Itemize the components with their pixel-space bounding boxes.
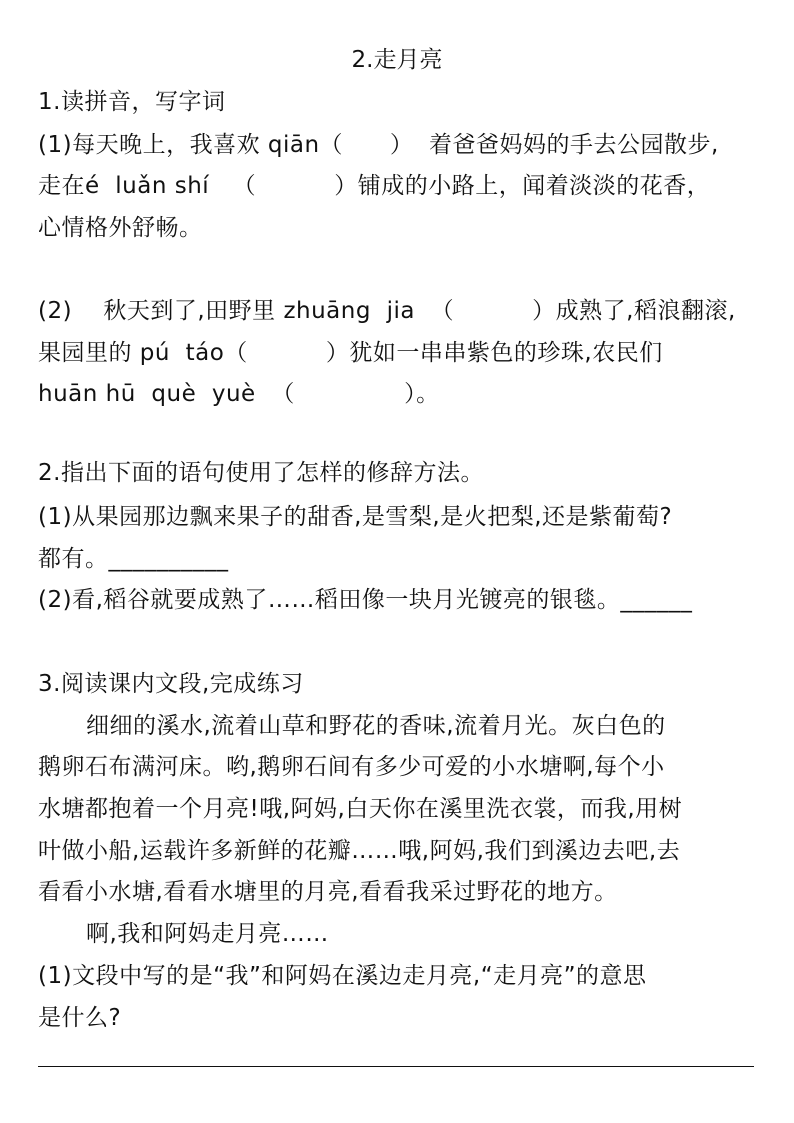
question-1-1-line-2: 走在é luǎn shí （ ）铺成的小路上，闻着淡淡的花香，	[38, 173, 711, 199]
question-1-2-line-2: 果园里的 pú táo（ ）犹如一串串紫色的珍珠,农民们	[38, 340, 663, 366]
question-2-line-3: (2)看,稻谷就要成熟了……稻田像一块月光镀亮的银毯。______	[38, 587, 693, 613]
passage-line: 鹅卵石布满河床。哟,鹅卵石间有多少可爱的小水塘啊,每个小	[38, 754, 665, 780]
question-1-2-line-3: huān hū què yuè （ ）。	[38, 381, 440, 407]
passage-line: 啊,我和阿妈走月亮……	[86, 921, 329, 947]
question-1-heading: 1.读拼音，写字词	[38, 89, 226, 115]
passage-line: 叶做小船,运载许多新鲜的花瓣……哦,阿妈,我们到溪边去吧,去	[38, 838, 681, 864]
question-1-1-line-1: (1)每天晚上，我喜欢 qiān（ ） 着爸爸妈妈的手去公园散步,	[38, 132, 719, 158]
question-3-1-line-2: 是什么?	[38, 1005, 122, 1031]
question-1-1-line-3: 心情格外舒畅。	[38, 215, 203, 241]
passage-line: 细细的溪水,流着山草和野花的香味,流着月光。灰白色的	[86, 713, 666, 739]
question-2-heading: 2.指出下面的语句使用了怎样的修辞方法。	[38, 460, 484, 486]
page-title: 2.走月亮	[351, 47, 443, 73]
question-3-1-line-1: (1)文段中写的是“我”和阿妈在溪边走月亮,“走月亮”的意思	[38, 963, 647, 989]
question-1-2-line-1: (2) 秋天到了,田野里 zhuāng jia （ ）成熟了,稻浪翻滚,	[38, 298, 736, 324]
question-3-heading: 3.阅读课内文段,完成练习	[38, 671, 304, 697]
question-2-line-2: 都有。__________	[38, 546, 229, 572]
answer-line[interactable]	[38, 1066, 754, 1067]
passage-line: 水塘都抱着一个月亮!哦,阿妈,白天你在溪里洗衣裳，而我,用树	[38, 796, 683, 822]
passage-line: 看看小水塘,看看水塘里的月亮,看看我采过野花的地方。	[38, 879, 618, 905]
question-2-line-1: (1)从果园那边飘来果子的甜香,是雪梨,是火把梨,还是紫葡萄?	[38, 504, 673, 530]
